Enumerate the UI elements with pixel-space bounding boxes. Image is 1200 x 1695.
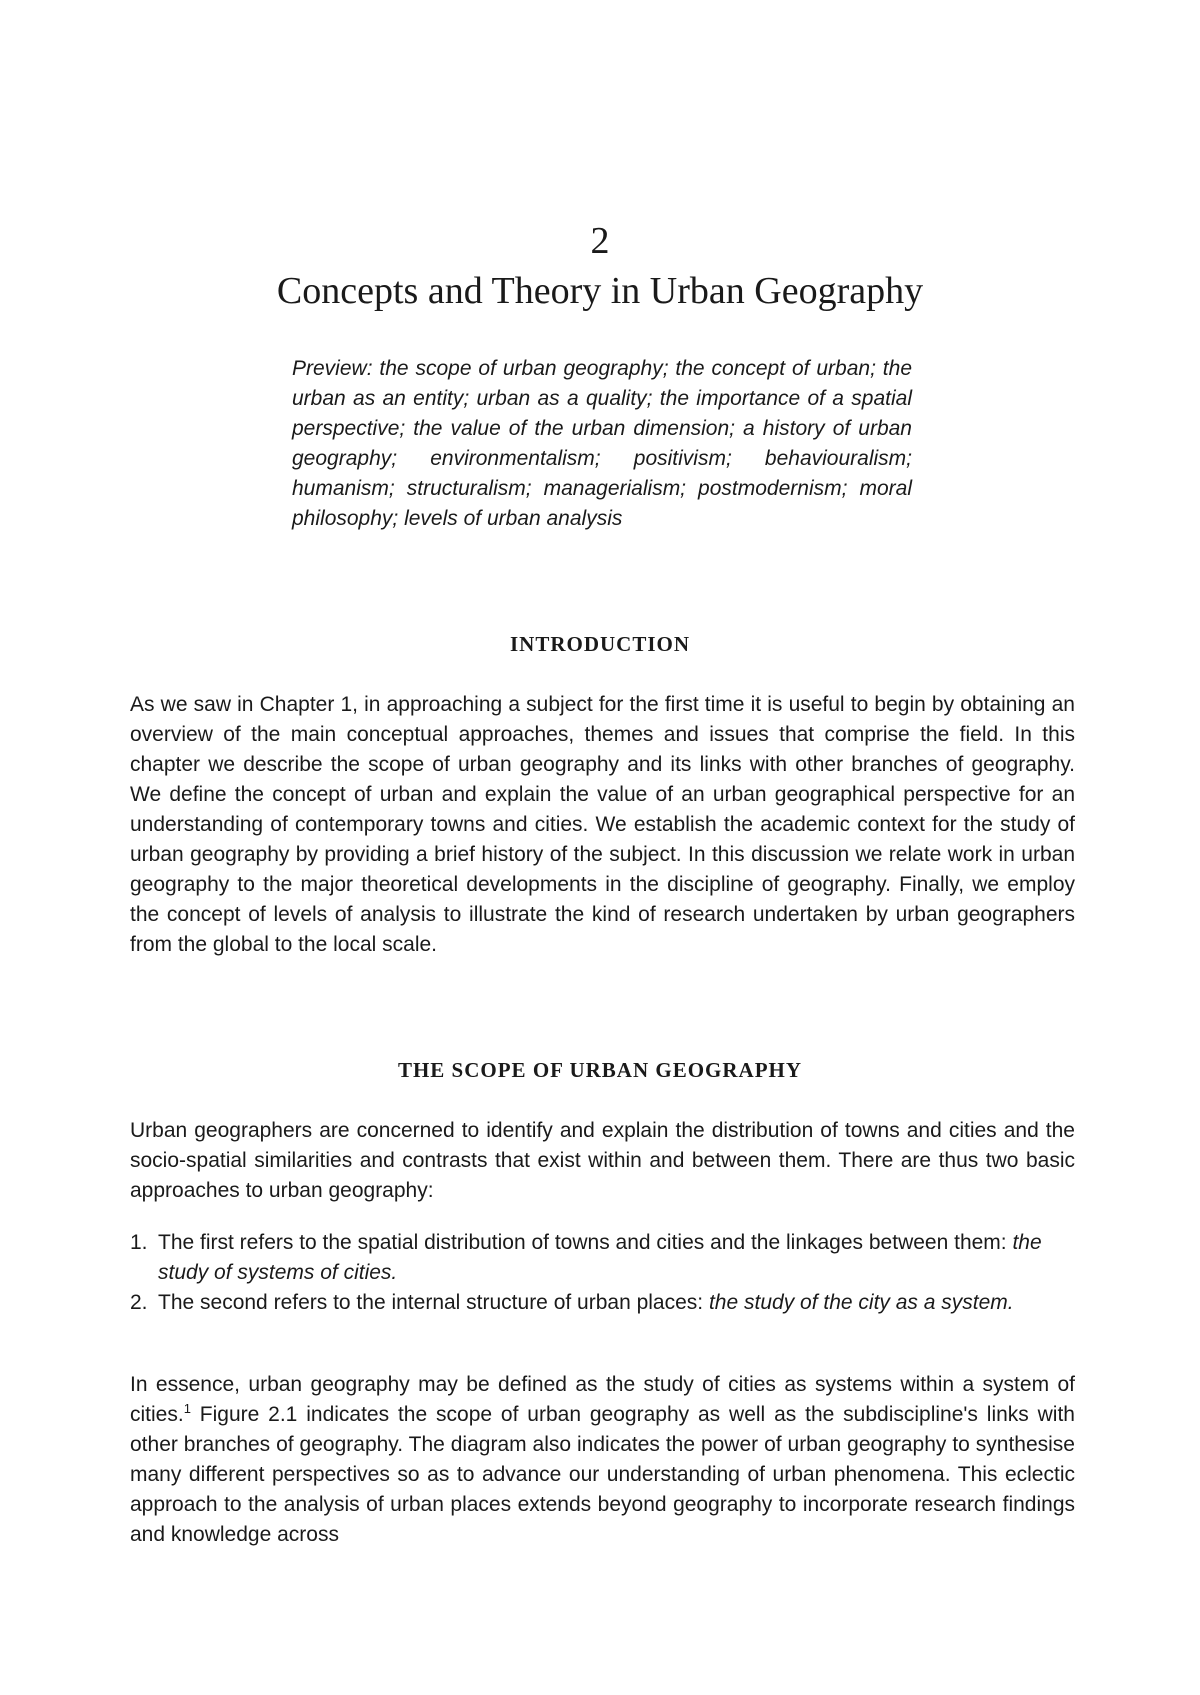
footnote-marker[interactable]: 1 [183, 1401, 191, 1416]
list-item-emphasis: the study of the city as a system. [708, 1291, 1014, 1314]
list-item-text: The first refers to the spatial distribution of towns and cities and the linkages between them: [158, 1231, 1013, 1254]
chapter-title: Concepts and Theory in Urban Geography [276, 270, 924, 312]
chapter-preview: Preview: the scope of urban geography; the concept of urban; the urban as an entity; urban as a quality; the importance of a spatial perspective; the value of the urban dimension; a history of urban geography; environmentalism; positivism; behaviouralism; humanism; structuralism; managerialism; postmodernism; moral philosophy; levels of urban analysis [292, 357, 912, 530]
list-item [130, 1228, 1075, 1288]
scope-heading: THE SCOPE OF URBAN GEOGRAPHY [397, 1058, 803, 1082]
list-item [130, 1288, 1075, 1318]
introduction-paragraph: As we saw in Chapter 1, in approaching a subject for the first time it is useful to begin by obtaining an overview of the main conceptual approaches, themes and issues that comprise the field. In this chapter we describe the scope of urban geography and its links with other branches of geography. We define the concept of urban and explain the value of an urban geographical perspective for an understanding of contemporary towns and cities. We establish the academic context for the study of urban geography by providing a brief history of the subject. In this discussion we relate work in urban geography to the major theoretical developments in the discipline of geography. Finally, we employ the concept of levels of analysis to illustrate the kind of research undertaken by urban geographers from the global to the local scale. [130, 693, 1075, 956]
chapter-number: 2 [590, 220, 610, 262]
list-item-text: The second refers to the internal structure of urban places: [158, 1291, 709, 1314]
list-item-number: 2. [130, 1291, 148, 1314]
essence-text-rest: Figure 2.1 indicates the scope of urban geography as well as the subdiscipline's links with other branches of geography. The diagram also indicates the power of urban geography to synthesise many different perspectives so as to advance our understanding of urban phenomena. This eclectic approach to the analysis of urban places extends beyond geography to incorporate research findings and knowledge across [130, 1403, 1075, 1546]
approaches-list [130, 1228, 1075, 1318]
introduction-heading: INTRODUCTION [509, 632, 691, 656]
essence-paragraph [130, 1370, 1075, 1550]
scope-paragraph: Urban geographers are concerned to identify and explain the distribution of towns and cities and the socio-spatial similarities and contrasts that exist within and between them. There are thus two basic approaches to urban geography: [130, 1119, 1075, 1202]
essence-text-start: In essence, urban geography may be defined as the study of cities as systems within a system of cities. [130, 1373, 1075, 1426]
list-item-emphasis: the study of systems of cities. [158, 1231, 1042, 1284]
list-item-number: 1. [130, 1231, 148, 1254]
